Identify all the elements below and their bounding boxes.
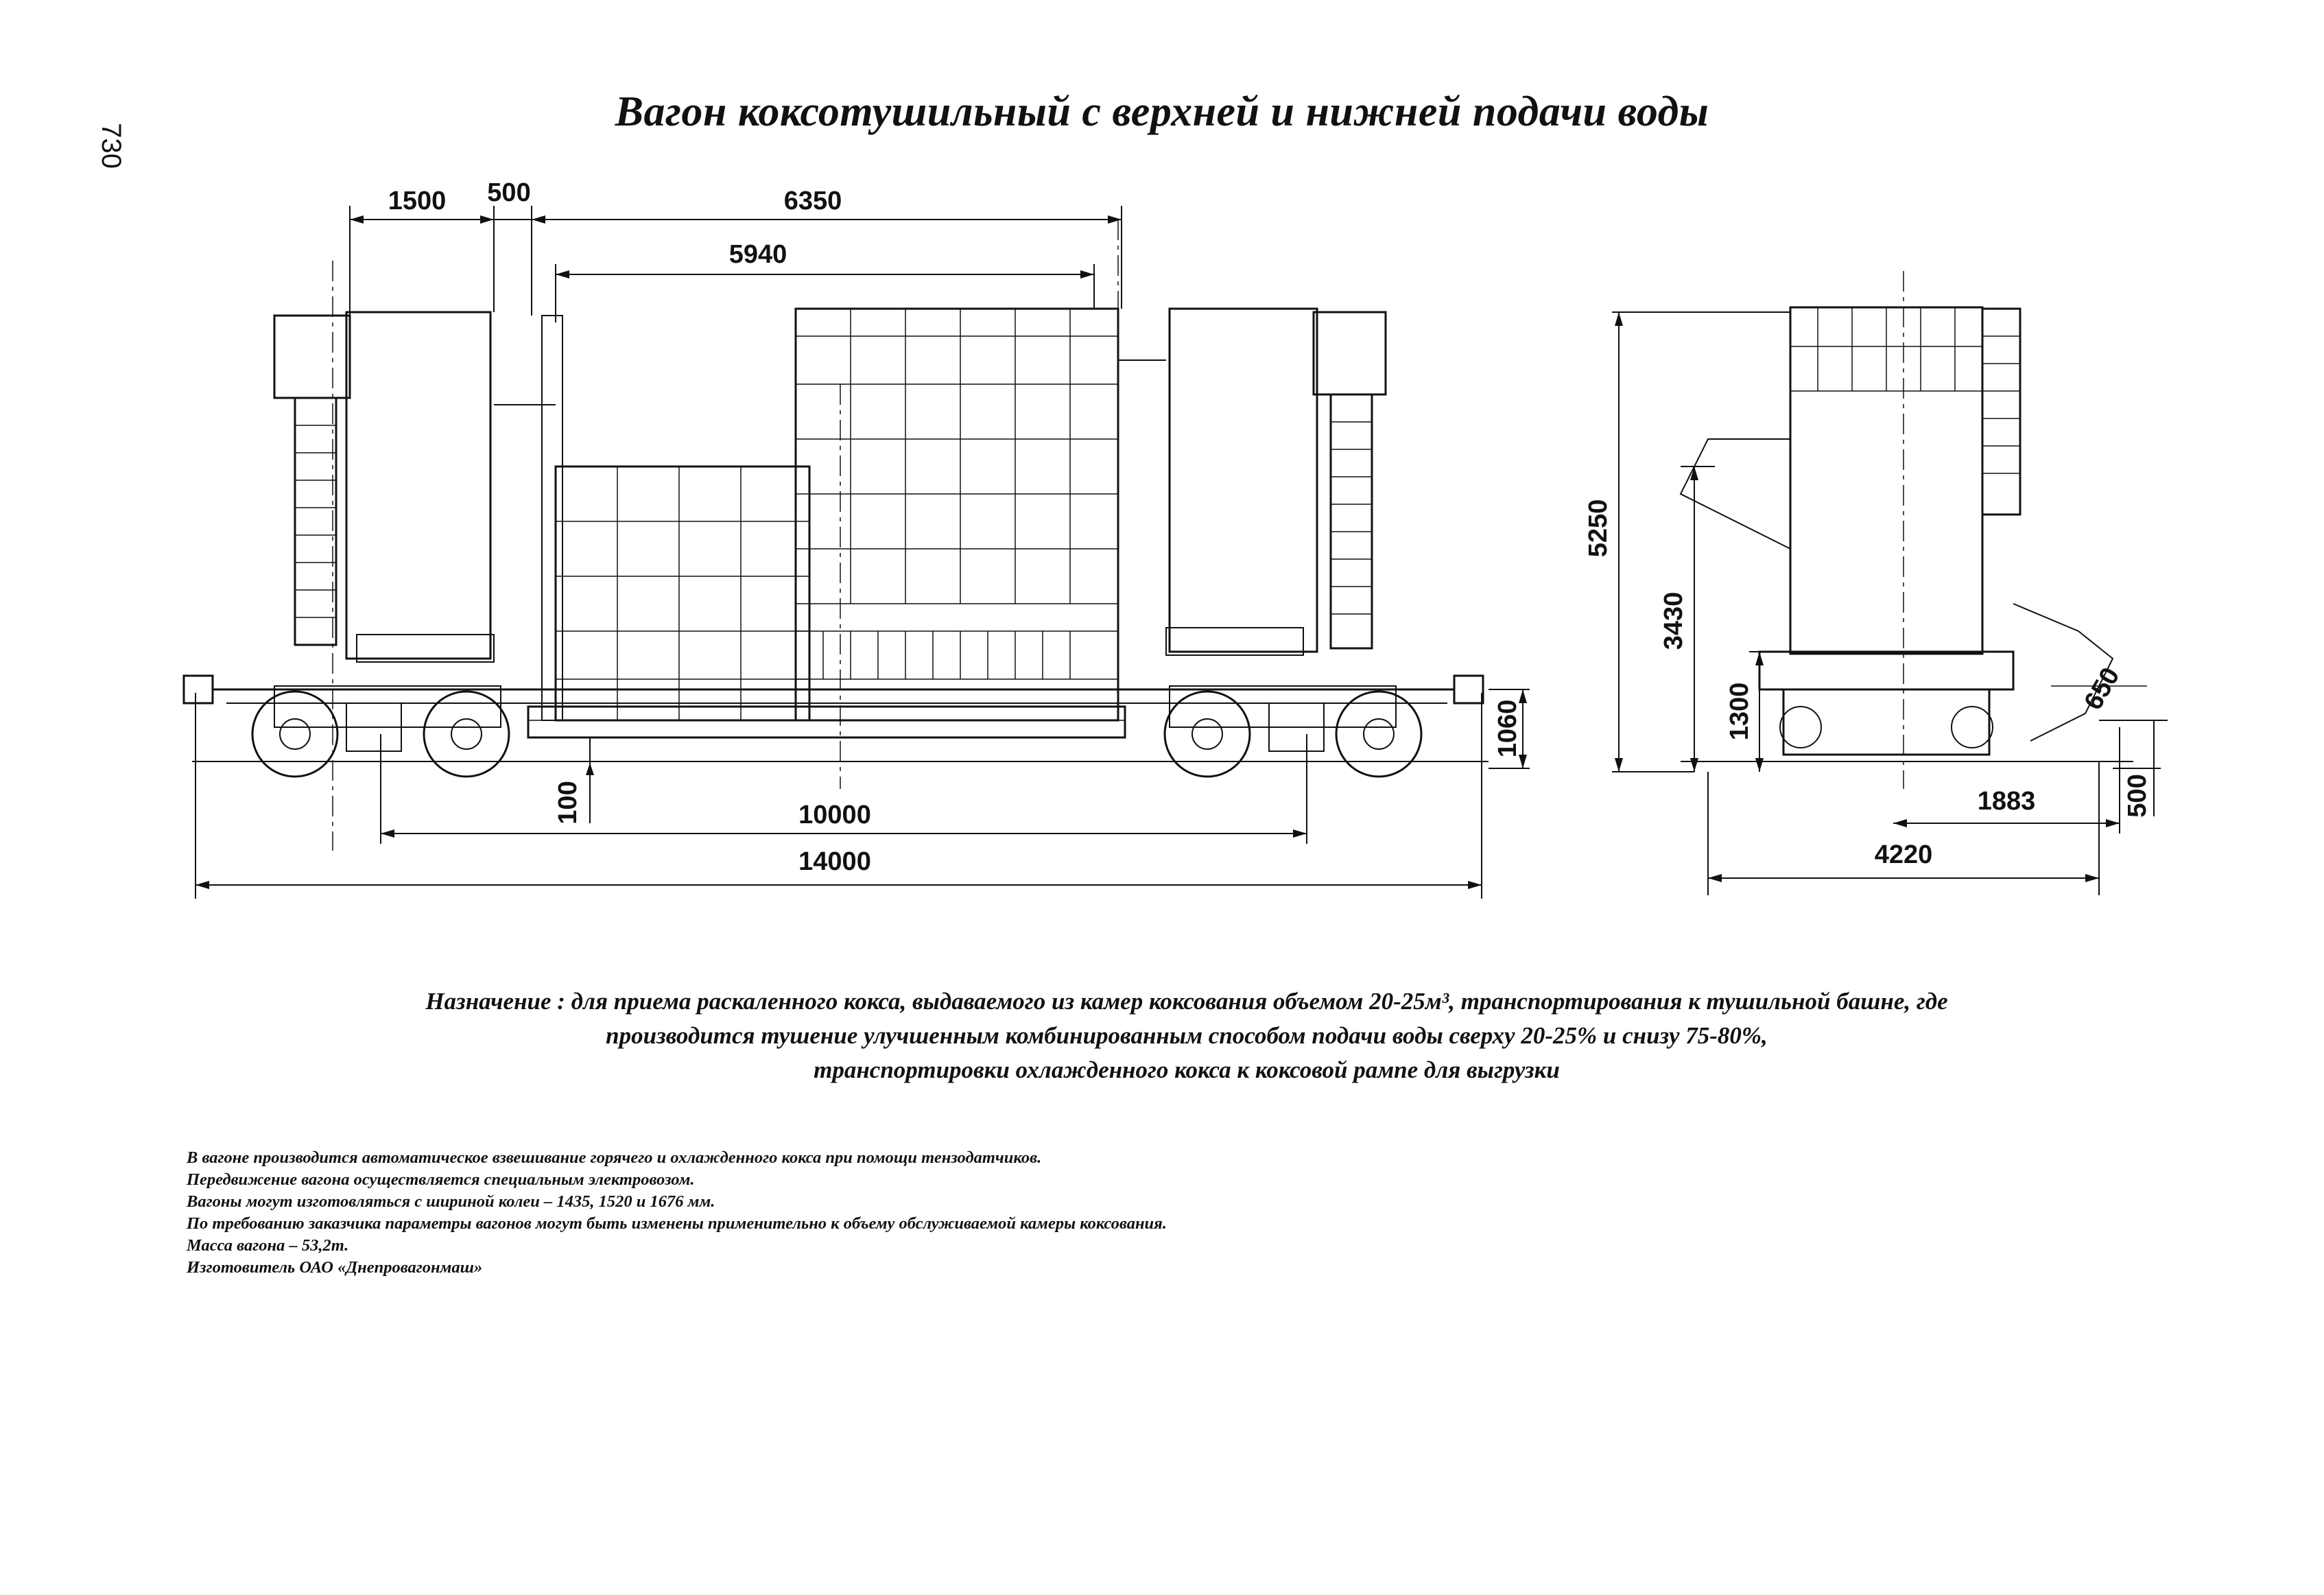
dim-650: 650 <box>2078 663 2126 715</box>
notes-list <box>187 1147 1167 1279</box>
dim-1500: 1500 <box>388 187 447 215</box>
end-view <box>1612 271 2168 895</box>
purpose-line-3: транспортировки охлажденного кокса к коксовой рампе для выгрузки <box>814 1056 1560 1083</box>
dim-1060: 1060 <box>1493 699 1522 758</box>
right-cab <box>1170 309 1317 652</box>
right-bogie <box>1165 686 1421 777</box>
right-cab-roof <box>1314 312 1386 394</box>
dim-100: 100 <box>554 781 582 825</box>
dim-1883: 1883 <box>1977 787 2036 816</box>
purpose-line-2: производится тушение улучшенным комбинированным способом подачи воды сверху 20-25% и снизу 75-80%, <box>606 1022 1768 1049</box>
purpose-text <box>226 984 2147 1087</box>
side-view <box>184 206 1530 899</box>
page-number: 730 <box>95 123 126 169</box>
note-item: Вагоны могут изготовляться с шириной колеи – 1435, 1520 и 1676 мм. <box>187 1192 715 1211</box>
dim-6350: 6350 <box>783 187 842 215</box>
note-item: По требованию заказчика параметры вагонов могут быть изменены применительно к объему обслуживаемой камеры коксования. <box>187 1214 1167 1233</box>
dim-500-top: 500 <box>487 178 531 207</box>
left-ladder <box>295 398 336 645</box>
note-item: Масса вагона – 53,2т. <box>187 1236 349 1255</box>
coke-box-left <box>556 466 809 720</box>
dim-5250: 5250 <box>1584 499 1613 558</box>
left-cab-roof <box>274 316 350 398</box>
right-ladder <box>1331 394 1372 648</box>
dim-10000: 10000 <box>798 801 871 829</box>
note-item: В вагоне производится автоматическое взвешивание горячего и охлажденного кокса при помощи тензодатчиков. <box>187 1148 1042 1167</box>
dim-3430: 3430 <box>1659 591 1688 650</box>
left-cab <box>346 312 490 659</box>
dim-5940: 5940 <box>728 240 787 269</box>
purpose-line-1: Назначение : для приема раскаленного кокса, выдаваемого из камер коксования объемом 20-25м³, транспортирования к тушильной башне, где <box>425 988 1948 1015</box>
note-item: Изготовитель ОАО «Днепровагонмаш» <box>187 1258 483 1277</box>
dim-4220: 4220 <box>1874 840 1933 869</box>
note-item: Передвижение вагона осуществляется специальным электровозом. <box>187 1170 695 1189</box>
dim-14000: 14000 <box>798 847 871 876</box>
dim-1300: 1300 <box>1725 682 1754 741</box>
page-title: Вагон коксотушильный с верхней и нижней подачи воды <box>615 88 1709 135</box>
dim-500: 500 <box>2123 774 2152 818</box>
